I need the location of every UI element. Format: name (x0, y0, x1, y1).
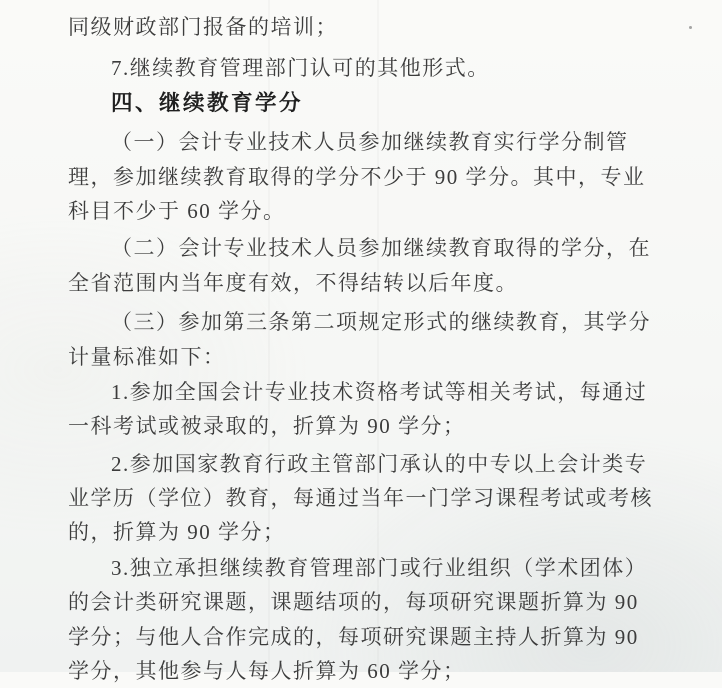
text-line-7: （二）会计专业技术人员参加继续教育取得的学分，在 (111, 236, 651, 261)
text-line-11: 1.参加全国会计专业技术资格考试等相关考试，每通过 (111, 379, 648, 404)
text-line-16: 3.独立承担继续教育管理部门或行业组织（学术团体） (111, 555, 648, 580)
text-line-6: 科目不少于 60 学分。 (68, 198, 286, 223)
text-line-12: 一科考试或被录取的，折算为 90 学分； (68, 414, 466, 439)
text-line-14: 业学历（学位）教育，每通过当年一门学习课程考试或考核 (68, 486, 653, 511)
text-line-15: 的，折算为 90 学分； (68, 520, 286, 545)
text-line-1: 同级财政部门报备的培训； (68, 15, 338, 39)
text-line-19: 学分，其他参与人每人折算为 60 学分； (68, 659, 466, 684)
text-line-17: 的会计类研究课题，课题结项的，每项研究课题折算为 90 (68, 590, 639, 615)
text-line-13: 2.参加国家教育行政主管部门承认的中专以上会计类专 (111, 451, 648, 476)
text-line-10: 计量标准如下： (68, 344, 226, 369)
text-line-8: 全省范围内当年度有效，不得结转以后年度。 (68, 270, 518, 295)
section-heading: 四、继续教育学分 (111, 90, 304, 115)
document-text-block (68, 10, 722, 688)
text-line-9: （三）参加第三条第二项规定形式的继续教育，其学分 (111, 310, 651, 335)
text-line-5: 理，参加继续教育取得的学分不少于 90 学分。其中，专业 (68, 164, 646, 189)
text-line-18: 学分；与他人合作完成的，每项研究课题主持人折算为 90 (68, 624, 639, 649)
text-line-2: 7.继续教育管理部门认可的其他形式。 (111, 56, 490, 81)
text-line-4: （一）会计专业技术人员参加继续教育实行学分制管 (111, 130, 629, 155)
